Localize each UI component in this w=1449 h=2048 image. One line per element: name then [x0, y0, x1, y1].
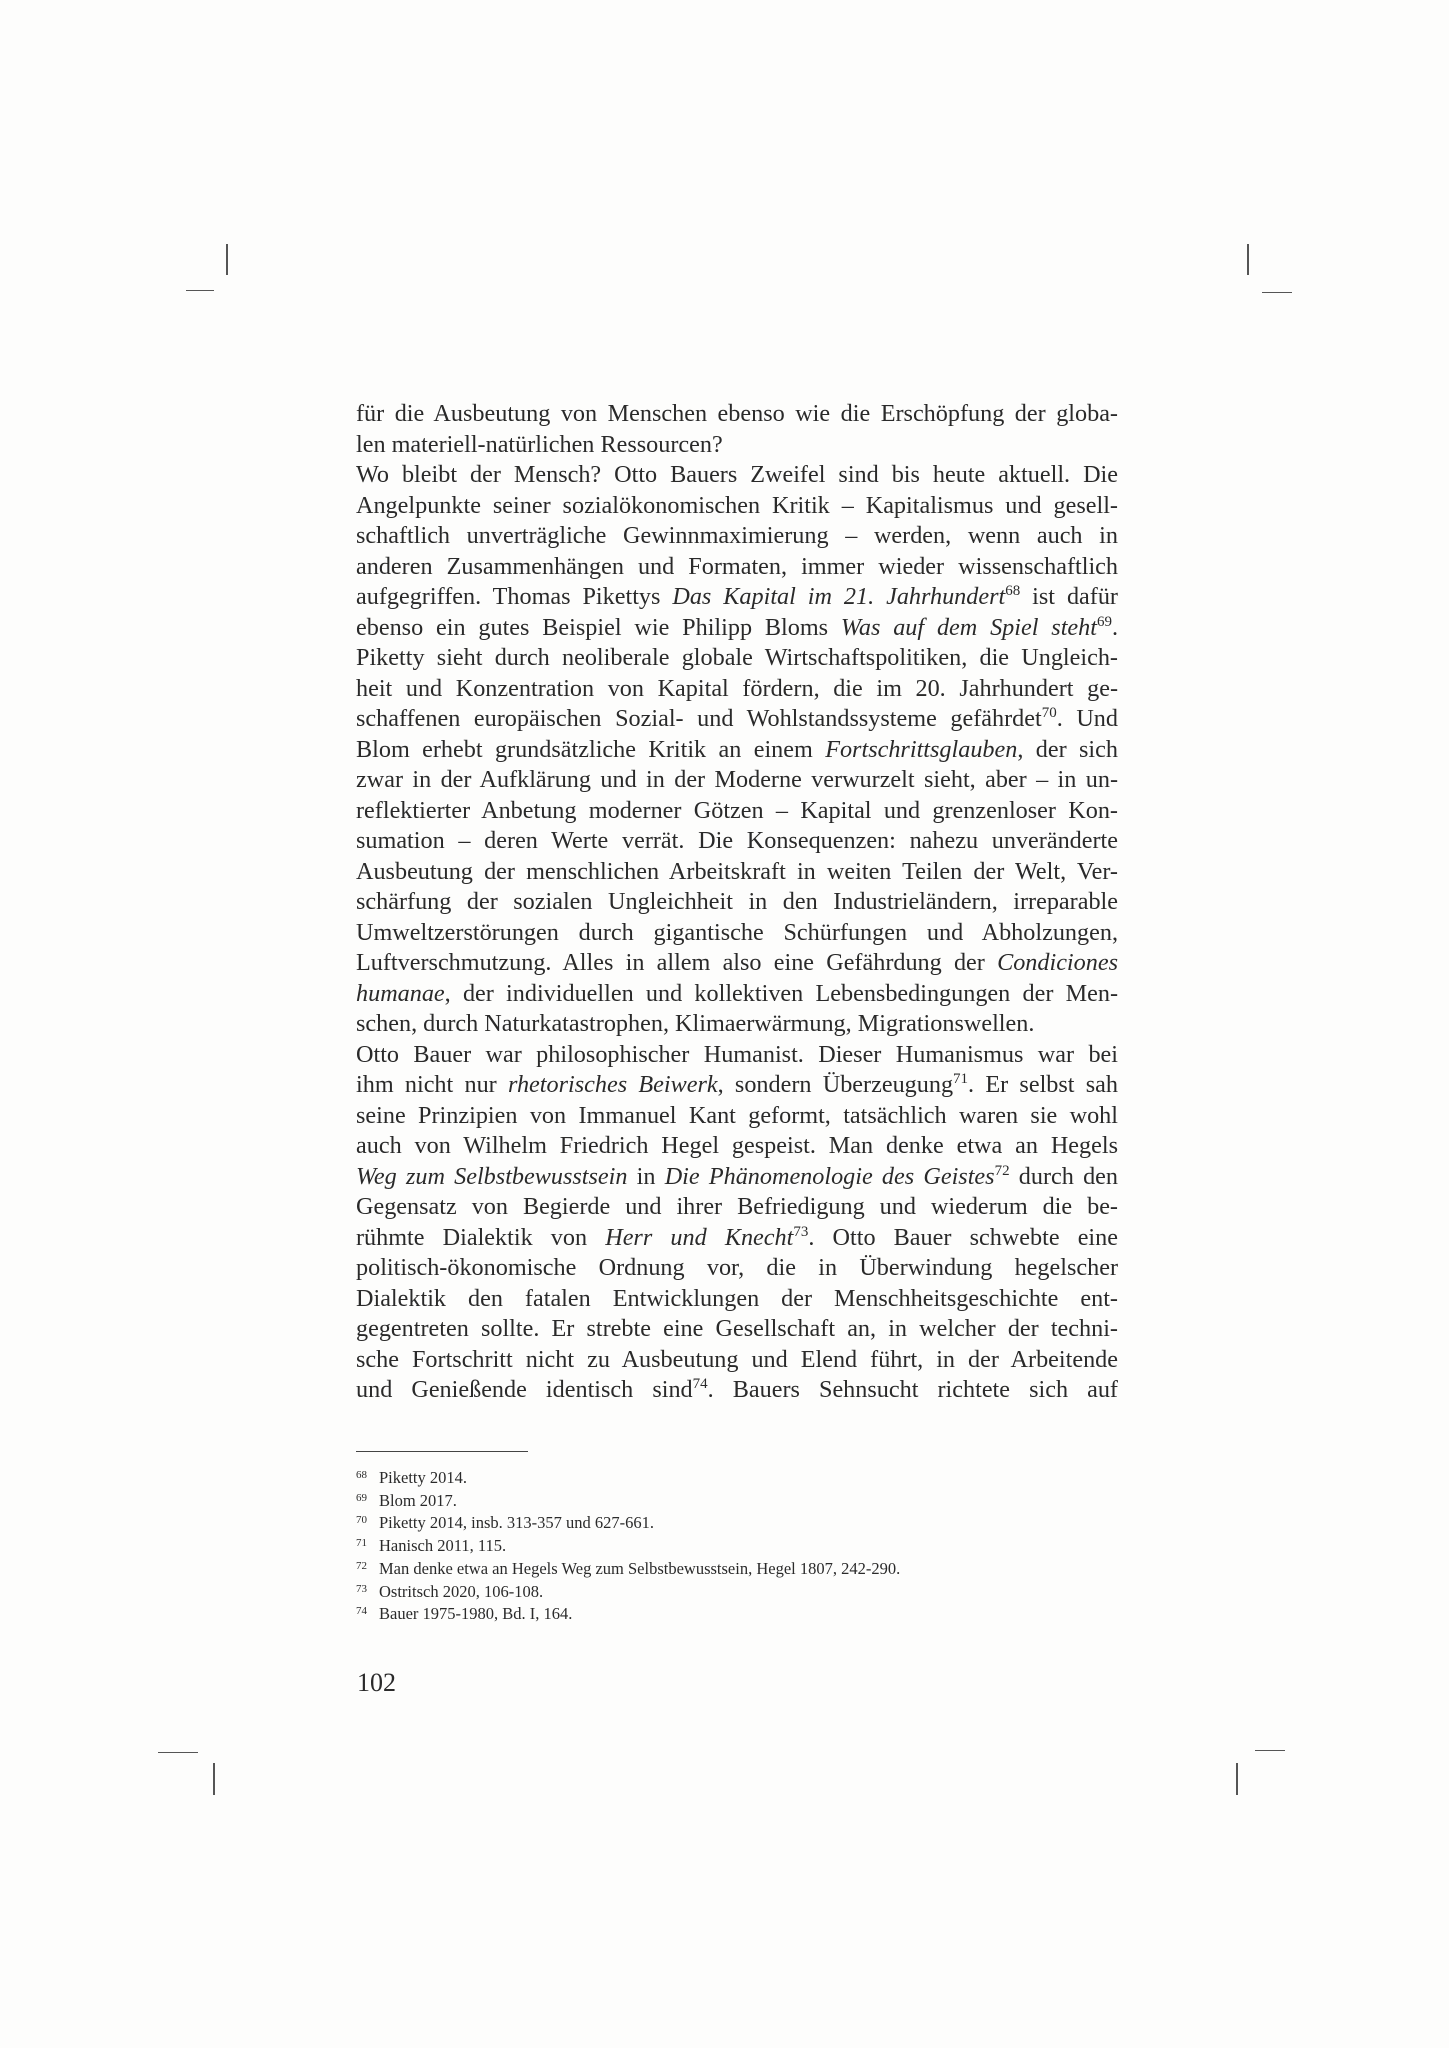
text-run: Luftverschmutzung. Alles in allem also eine Gefährdung der	[356, 949, 998, 976]
footnote-ref: 74	[692, 1376, 708, 1392]
text-line	[356, 735, 1118, 766]
emphasis: humanae	[356, 979, 445, 1007]
text-line: politisch-ökonomische Ordnung vor, die in Überwindung hegelscher	[356, 1254, 1118, 1281]
text-run: . Bauers Sehnsucht richtete sich auf	[707, 1376, 1118, 1403]
text-run: , sondern Überzeugung	[717, 1071, 954, 1098]
footnote-text: Piketty 2014, insb. 313-357 und 627-661.	[379, 1513, 654, 1533]
footnote: 69 Blom 2017.	[356, 1490, 457, 1510]
footnote-text: Man denke etwa an Hegels Weg zum Selbstbewusstsein, Hegel 1807, 242-290.	[379, 1558, 901, 1578]
text-line: heit und Konzentration von Kapital fördern, die im 20. Jahrhundert ge-	[356, 674, 1118, 702]
text-line: Umweltzerstörungen durch gigantische Schürfungen und Abholzungen,	[356, 918, 1118, 946]
text-line: Ausbeutung der menschlichen Arbeitskraft in weiten Teilen der Welt, Ver-	[356, 857, 1118, 885]
text-run: durch den	[1009, 1162, 1118, 1190]
crop-mark-bottom-left-vertical	[213, 1763, 215, 1795]
text-line: für die Ausbeutung von Menschen ebenso wie die Erschöpfung der globa-	[356, 400, 1118, 427]
footnote: 73 Ostritsch 2020, 106-108.	[356, 1581, 544, 1601]
crop-mark-top-left-horizontal	[186, 290, 214, 291]
text-run: schaffenen europäischen Sozial- und Wohlstandssysteme gefährdet	[356, 705, 1042, 732]
text-run: ebenso ein gutes Beispiel wie Philipp Bloms	[356, 613, 841, 641]
footnote-text: Piketty 2014.	[379, 1468, 468, 1487]
book-title: Weg zum Selbstbewusstsein	[356, 1162, 628, 1190]
text-run: ist dafür	[1020, 583, 1118, 610]
text-run: ihm nicht nur	[356, 1071, 508, 1098]
text-line	[356, 704, 1118, 735]
text-line	[356, 1162, 1118, 1193]
crop-mark-top-left-vertical	[226, 244, 228, 275]
crop-mark-bottom-right-horizontal	[1255, 1750, 1285, 1751]
text-line	[356, 1223, 1118, 1254]
crop-mark-top-right-vertical	[1247, 244, 1249, 275]
text-line: Dialektik den fatalen Entwicklungen der Menschheitsgeschichte ent-	[356, 1284, 1118, 1312]
text-line: sumation – deren Werte verrät. Die Konsequenzen: nahezu unveränderte	[356, 827, 1118, 854]
text-line: Wo bleibt der Mensch? Otto Bauers Zweifel sind bis heute aktuell. Die	[356, 461, 1118, 488]
text-line: gegentreten sollte. Er strebte eine Gesellschaft an, in welcher der techni-	[356, 1315, 1118, 1342]
crop-mark-bottom-right-vertical	[1236, 1763, 1238, 1795]
footnotes	[356, 1467, 1116, 1626]
emphasis: rhetorisches Beiwerk	[507, 1071, 718, 1098]
footnote-ref: 71	[953, 1071, 969, 1087]
crop-mark-bottom-left-horizontal	[158, 1752, 198, 1753]
footnote-ref: 69	[1096, 613, 1112, 630]
text-line: zwar in der Aufklärung und in der Moderne verwurzelt sieht, aber – in un-	[356, 766, 1118, 793]
text-run: . Er selbst sah	[968, 1071, 1119, 1098]
text-line: sche Fortschritt nicht zu Ausbeutung und Elend führt, in der Arbeitende	[356, 1345, 1118, 1373]
footnote-separator	[356, 1451, 528, 1452]
text-line	[356, 948, 1118, 979]
text-line: schen, durch Naturkatastrophen, Klimaerwärmung, Migrationswellen.	[356, 1010, 1035, 1037]
footnote-ref: 72	[994, 1162, 1010, 1179]
footnote-text: Blom 2017.	[379, 1490, 457, 1510]
text-line	[356, 979, 1118, 1010]
book-title: Was auf dem Spiel steht	[840, 613, 1097, 641]
footnote-text: Hanisch 2011, 115.	[379, 1536, 507, 1556]
footnote-ref: 73	[793, 1223, 809, 1240]
page-number: 102	[357, 1668, 396, 1697]
text-line: reflektierter Anbetung moderner Götzen – Kapital und grenzenloser Kon-	[356, 796, 1118, 824]
text-line: len materiell-natürlichen Ressourcen?	[356, 430, 723, 458]
text-line	[356, 1375, 1118, 1406]
text-run: Blom erhebt grundsätzliche Kritik an einem	[356, 735, 826, 763]
footnote-ref: 68	[1005, 583, 1021, 599]
text-line: anderen Zusammenhängen und Formaten, immer wieder wissenschaftlich	[356, 552, 1118, 580]
text-line: seine Prinzipien von Immanuel Kant geformt, tatsächlich waren sie wohl	[356, 1101, 1118, 1129]
emphasis: Fortschrittsglauben	[825, 735, 1018, 763]
text-line	[356, 582, 1118, 613]
text-run: , der individuellen und kollektiven Lebensbedingungen der Men-	[444, 979, 1118, 1007]
text-line: schärfung der sozialen Ungleichheit in den Industrieländern, irreparable	[356, 888, 1118, 915]
footnote-text: Ostritsch 2020, 106-108.	[379, 1581, 544, 1601]
emphasis: Herr und Knecht	[605, 1223, 794, 1251]
text-line: schaftlich unverträgliche Gewinnmaximierung – werden, wenn auch in	[356, 522, 1118, 549]
text-line: Piketty sieht durch neoliberale globale Wirtschaftspolitiken, die Ungleich-	[356, 644, 1118, 671]
text-line: auch von Wilhelm Friedrich Hegel gespeist. Man denke etwa an Hegels	[356, 1132, 1118, 1159]
body-text	[356, 399, 1118, 1406]
book-title: Das Kapital im 21. Jahrhundert	[672, 583, 1006, 610]
text-line: Angelpunkte seiner sozialökonomischen Kritik – Kapitalismus und gesell-	[356, 491, 1118, 519]
text-run: aufgegriffen. Thomas Pikettys	[356, 583, 673, 610]
footnote: 68 Piketty 2014.	[356, 1468, 468, 1487]
text-run: .	[1111, 613, 1119, 641]
footnote: 72 Man denke etwa an Hegels Weg zum Selbstbewusstsein, Hegel 1807, 242-290.	[356, 1558, 901, 1578]
emphasis: Condiciones	[997, 949, 1118, 976]
text-run: . Und	[1056, 705, 1118, 732]
text-line: Gegensatz von Begierde und ihrer Befriedigung und wiederum die be-	[356, 1193, 1118, 1220]
text-run: und Genießende identisch sind	[356, 1376, 693, 1403]
footnote-ref: 70	[1041, 705, 1057, 721]
text-run: in	[627, 1162, 665, 1190]
footnote-text: Bauer 1975-1980, Bd. I, 164.	[379, 1604, 573, 1624]
footnote: 71 Hanisch 2011, 115.	[356, 1536, 507, 1556]
crop-mark-top-right-horizontal	[1262, 292, 1292, 293]
text-run: , der sich	[1017, 735, 1118, 763]
text-run: rühmte Dialektik von	[356, 1223, 606, 1251]
body-paragraph	[356, 399, 1118, 1406]
text-line	[356, 1070, 1118, 1101]
text-run: . Otto Bauer schwebte eine	[808, 1223, 1118, 1251]
text-line	[356, 613, 1118, 644]
book-title: Die Phänomenologie des Geistes	[664, 1162, 995, 1190]
text-line: Otto Bauer war philosophischer Humanist. Dieser Humanismus war bei	[356, 1040, 1118, 1068]
footnote: 74 Bauer 1975-1980, Bd. I, 164.	[356, 1604, 573, 1624]
footnote: 70 Piketty 2014, insb. 313-357 und 627-661.	[356, 1513, 654, 1533]
